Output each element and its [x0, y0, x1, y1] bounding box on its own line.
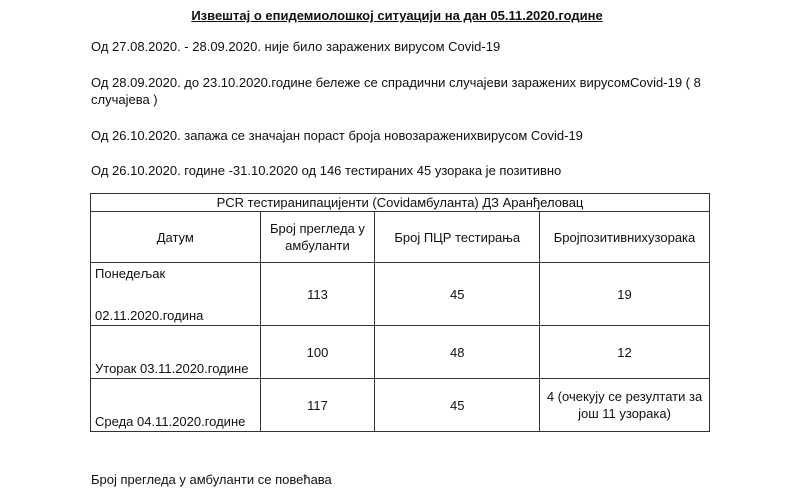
positive-cell: 4 (очекују се резултати за још 11 узорака) — [540, 379, 710, 432]
date-label: Уторак 03.11.2020.године — [95, 361, 249, 376]
pcr-cell: 45 — [375, 379, 540, 432]
header-pcr: Број ПЦР тестирања — [375, 212, 540, 263]
report-title: Извештај о епидемиолошкој ситуацији на дан 05.11.2020.године — [191, 8, 603, 23]
paragraph-4: Од 26.10.2020. године -31.10.2020 од 146 тестираних 45 узорака је позитивно — [91, 163, 562, 178]
header-date: Датум — [91, 212, 261, 263]
exams-cell: 117 — [260, 379, 375, 432]
footer-note: Број прегледа у амбуланти се повећава — [91, 472, 332, 487]
pcr-testing-table — [90, 193, 710, 432]
paragraph-3: Од 26.10.2020. запажа се значајан пораст броја новозараженихвирусом Covid-19 — [91, 128, 583, 143]
table-row — [91, 326, 710, 379]
pcr-cell: 48 — [375, 326, 540, 379]
header-positive: Бројпозитивнихузорака — [540, 212, 710, 263]
table-caption: PCR тестиранипацијенти (Covidамбуланта) ДЗ Аранђеловац — [91, 194, 710, 212]
pcr-cell: 45 — [375, 263, 540, 326]
paragraph-2: Од 28.09.2020. до 23.10.2020.године бележе се спрадични случајеви заражених вирусомCovid-19 ( 8 случајева ) — [91, 75, 701, 107]
positive-cell: 19 — [540, 263, 710, 326]
table-row — [91, 263, 710, 326]
weekday-label: Понедељак — [95, 266, 166, 281]
date-cell — [91, 379, 261, 432]
header-exams: Број прегледа у амбуланти — [260, 212, 375, 263]
positive-cell: 12 — [540, 326, 710, 379]
date-label: Среда 04.11.2020.године — [95, 414, 246, 429]
exams-cell: 100 — [260, 326, 375, 379]
paragraph-1: Од 27.08.2020. - 28.09.2020. није било заражених вирусом Covid-19 — [91, 39, 501, 54]
table-row — [91, 379, 710, 432]
table-header-row — [91, 212, 710, 263]
date-cell — [91, 326, 261, 379]
date-label: 02.11.2020.година — [95, 308, 204, 323]
date-cell — [91, 263, 261, 326]
exams-cell: 113 — [260, 263, 375, 326]
